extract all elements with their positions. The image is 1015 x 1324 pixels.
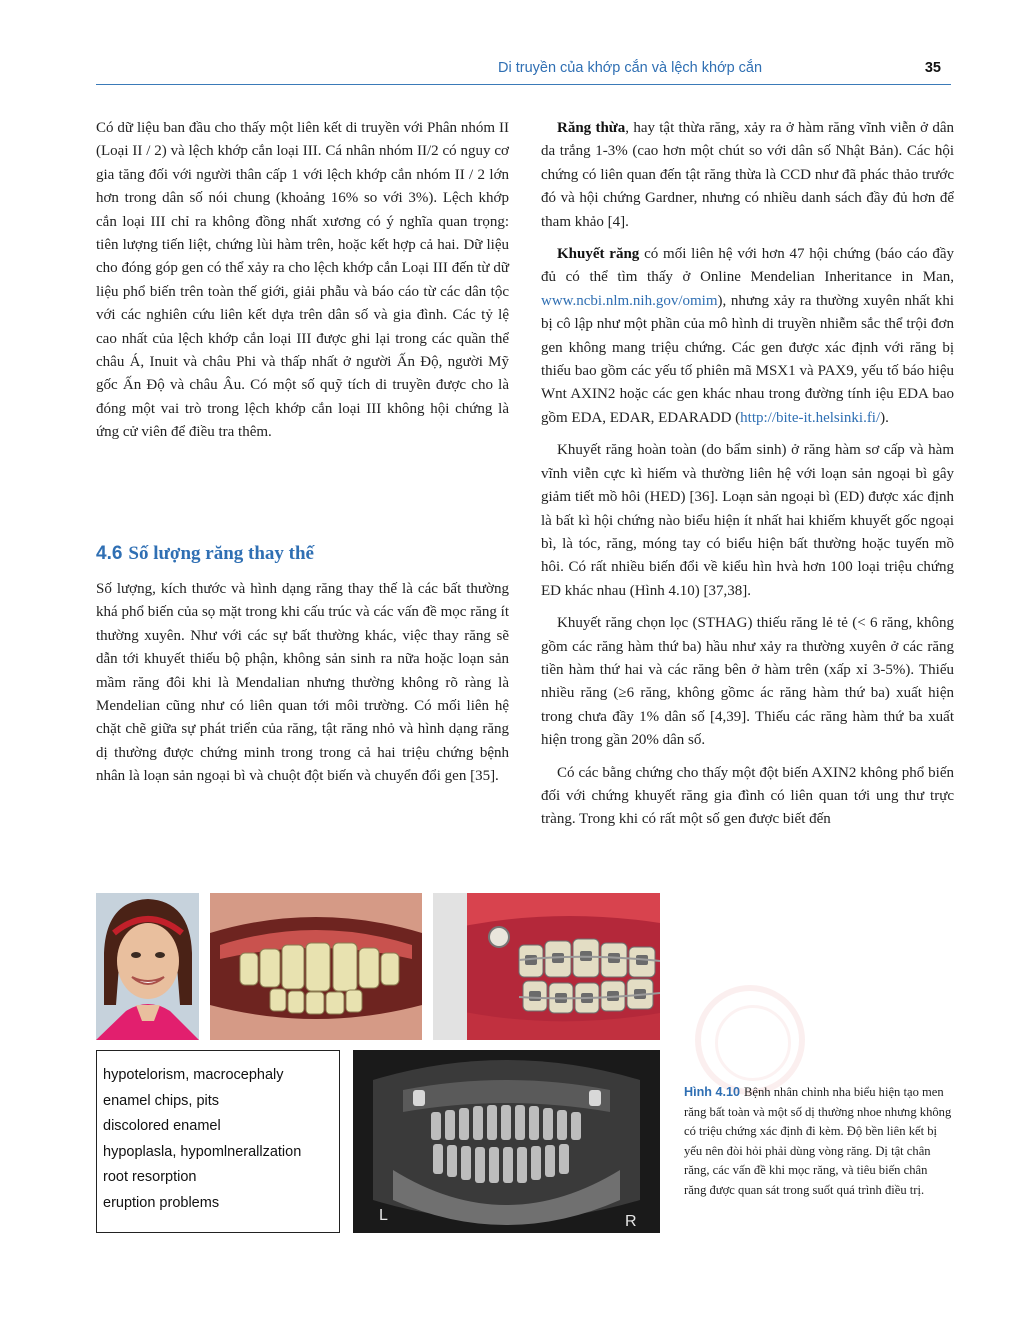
term-bold: Răng thừa — [557, 120, 626, 136]
page-number: 35 — [924, 60, 941, 76]
bite-it-link[interactable]: http://bite-it.helsinki.fi/ — [740, 409, 881, 426]
paragraph-supernumerary: Răng thừa, hay tật thừa răng, xảy ra ở hàm răng vĩnh viễn ở dân da trắng 1-3% (cao hơn một chút so với dân số Nhật Bản). Các hội chứng có liên quan đến tật răng thừa là CCD như đã phác thảo trước đó và hội chứng Gardner, nhưng có nhiều danh sách đầy đủ hơn để tham khảo [4]. — [541, 120, 955, 230]
paragraph: Có dữ liệu ban đầu cho thấy một liên kết di truyền với Phân nhóm II (Loại II / 2) và lệch khớp cắn loại III. Cá nhân nhóm II/2 có nguy cơ gia tăng đối với người thân cấp 1 với lệch khớp cắn nhóm II / 2 lớn hơn trong dân số nói chung (khoảng 16% so với 3%). Lệch khớp cắn loại III chỉ ra không đồng nhất xương có ý nghĩa quan trọng: tiên lượng tiến liệt, chứng lùi hàm trên, hoặc kết hợp cả hai. Dữ liệu cho đóng góp gen có thể xảy ra cho lệch khớp cắn Loại III đến từ dữ liệu phổ biến trên toàn thế giới, giải phẫu và báo cáo từ các dân tộc với các nghiên cứu liên kết dựa trên dân số và gia đình. Các tỷ lệ cao nhất của lệch khớp cắn loại III được ghi lại trong các quần thể châu Á, Inuit và châu Phi và thấp nhất ở người Ấn Độ, người Mỹ gốc Ấn Độ và châu Âu. Có một số quỹ tích di truyền được cho là đóng một vai trò trong lệch khớp cắn loại III không hội chứng là ứng cử viên để điều tra thêm. — [96, 120, 509, 441]
caption-text: Bệnh nhân chỉnh nha biểu hiện tạo men răng bất toàn và một số dị thường nhoe nhưng không có triệu chứng xác định đi kèm. Độ bền liên kết bị yếu nên đòi hỏi phải dùng vòng răng. Dị tật chân răng, các vấn đề khi mọc răng, và tiêu biến chân răng được quan sát trong suốt quá trình điều trị. — [684, 1085, 952, 1197]
omim-link[interactable]: www.ncbi.nlm.nih.gov/omim — [541, 292, 718, 309]
paragraph: Khuyết răng chọn lọc (STHAG) thiếu răng lẻ tẻ (< 6 răng, không gồm các răng hàm thứ ba) hầu như xảy ra thường xuyên ở các răng tiền hàm thứ hai và các răng bên ở hàm trên (xấp xỉ 3-5%). Thiếu nhiều răng (≥6 răng, không gồmc ác răng hàm thứ ba) xuất hiện trong chưa đầy 1% dân số [4,39]. Thiếu các răng hàm thứ ba xuất hiện trong gần 20% dân số. — [541, 615, 954, 749]
paragraph: Có các bằng chứng cho thấy một đột biến AXIN2 không phổ biến đối với chứng khuyết răng gia đình có liên quan tới ung thư trực tràng. Trong khi có rất một số gen được biết đến — [541, 764, 954, 828]
term-bold: Khuyết răng — [557, 246, 640, 263]
figure-caption — [684, 1083, 952, 1201]
features-list — [97, 1051, 339, 1216]
watermark-seal — [695, 985, 805, 1095]
clinical-features-box — [96, 1050, 340, 1233]
figure-label: Hình 4.10 — [684, 1085, 740, 1099]
xray-right-marker: R — [625, 1213, 637, 1230]
paragraph: Số lượng, kích thước và hình dạng răng thay thế là các bất thường khá phổ biến của sọ mặt trong khi cấu trúc và các vấn đề mọc răng ít thường xuyên. Như với các sự bất thường khác, việc thay răng sẽ dẫn tới khuyết thiếu bộ phận, không sản sinh ra nữa hoặc loạn sản mầm răng đôi khi là Mendalian nhưng thường không rõ ràng là Mendelian cũng như có liên quan tới môi trường. Có mối liên hệ chặt chẽ giữa sự phát triển của răng, tật răng nhỏ và hình dạng răng dị thường được chứng minh trong trong cả hai triệu chứng bệnh nhân là loạn sản ngoại bì và chuột đột biến và chuyển đổi gen [35]. — [96, 581, 509, 785]
anterior-teeth-photo — [210, 893, 422, 1040]
section-body — [96, 578, 509, 798]
paragraph: Khuyết răng hoàn toàn (do bẩm sinh) ở răng hàm sơ cấp và hàm vĩnh viễn cực kì hiếm và thường liên hệ với loạn sản ngoại bì gây giảm tiết mồ hôi (HED) [36]. Loạn sản ngoại bì (ED) được xác định là bất kì hội chứng nào biểu hiện ít nhất hai khiếm khuyết gốc ngoại bì, là tóc, răng, móng tay có biểu hiện bất thường hoặc tuyến mồ hôi. Có rất nhiều biến đổi về kiểu hìn hvà hơn 100 loại triệu chứng ED khác nhau (Hình 4.10) [37,38]. — [541, 442, 954, 599]
list-item: hypoplasla, hypomlnerallzation — [103, 1143, 302, 1160]
xray-left-marker: L — [379, 1207, 388, 1224]
running-header — [96, 58, 951, 85]
panoramic-xray-image — [353, 1050, 660, 1233]
list-item: root resorption — [103, 1169, 197, 1185]
list-item: eruption problems — [103, 1194, 220, 1211]
left-column — [96, 117, 509, 454]
orthodontic-braces-photo — [433, 893, 660, 1040]
section-title: Số lượng răng thay thế — [128, 543, 314, 564]
running-title: Di truyền của khớp cắn và lệch khớp cắn — [498, 60, 763, 76]
list-item: enamel chips, pits — [103, 1092, 220, 1109]
patient-portrait-photo — [96, 893, 199, 1040]
list-item: discolored enamel — [103, 1118, 221, 1134]
section-heading — [96, 543, 314, 565]
section-number: 4.6 — [96, 543, 123, 564]
paragraph-hypodontia: Khuyết răng có mối liên hệ với hơn 47 hội chứng (báo cáo đầy đủ có thể tìm thấy ở Online Mendelian Inheritance in Man, www.ncbi.nlm.nih.gov/omim), nhưng xảy ra thường xuyên nhất khi bị cô lập như một phần của mô hình di truyền nhiễm sắc thể trội đơn gen không mang triệu chứng. Các gen được xác định với răng bị thiếu bao gồm các yếu tố phiên mã MSX1 và PAX9, yếu tố báo hiệu Wnt AXIN2 hoặc các gen khác nhau trong đường tính iệu EDA bao gồm EDA, EDAR, EDARADD (http://bite-it.helsinki.fi/). — [541, 246, 954, 426]
list-item: hypotelorism, macrocephaly — [103, 1067, 284, 1083]
right-column — [541, 117, 954, 841]
